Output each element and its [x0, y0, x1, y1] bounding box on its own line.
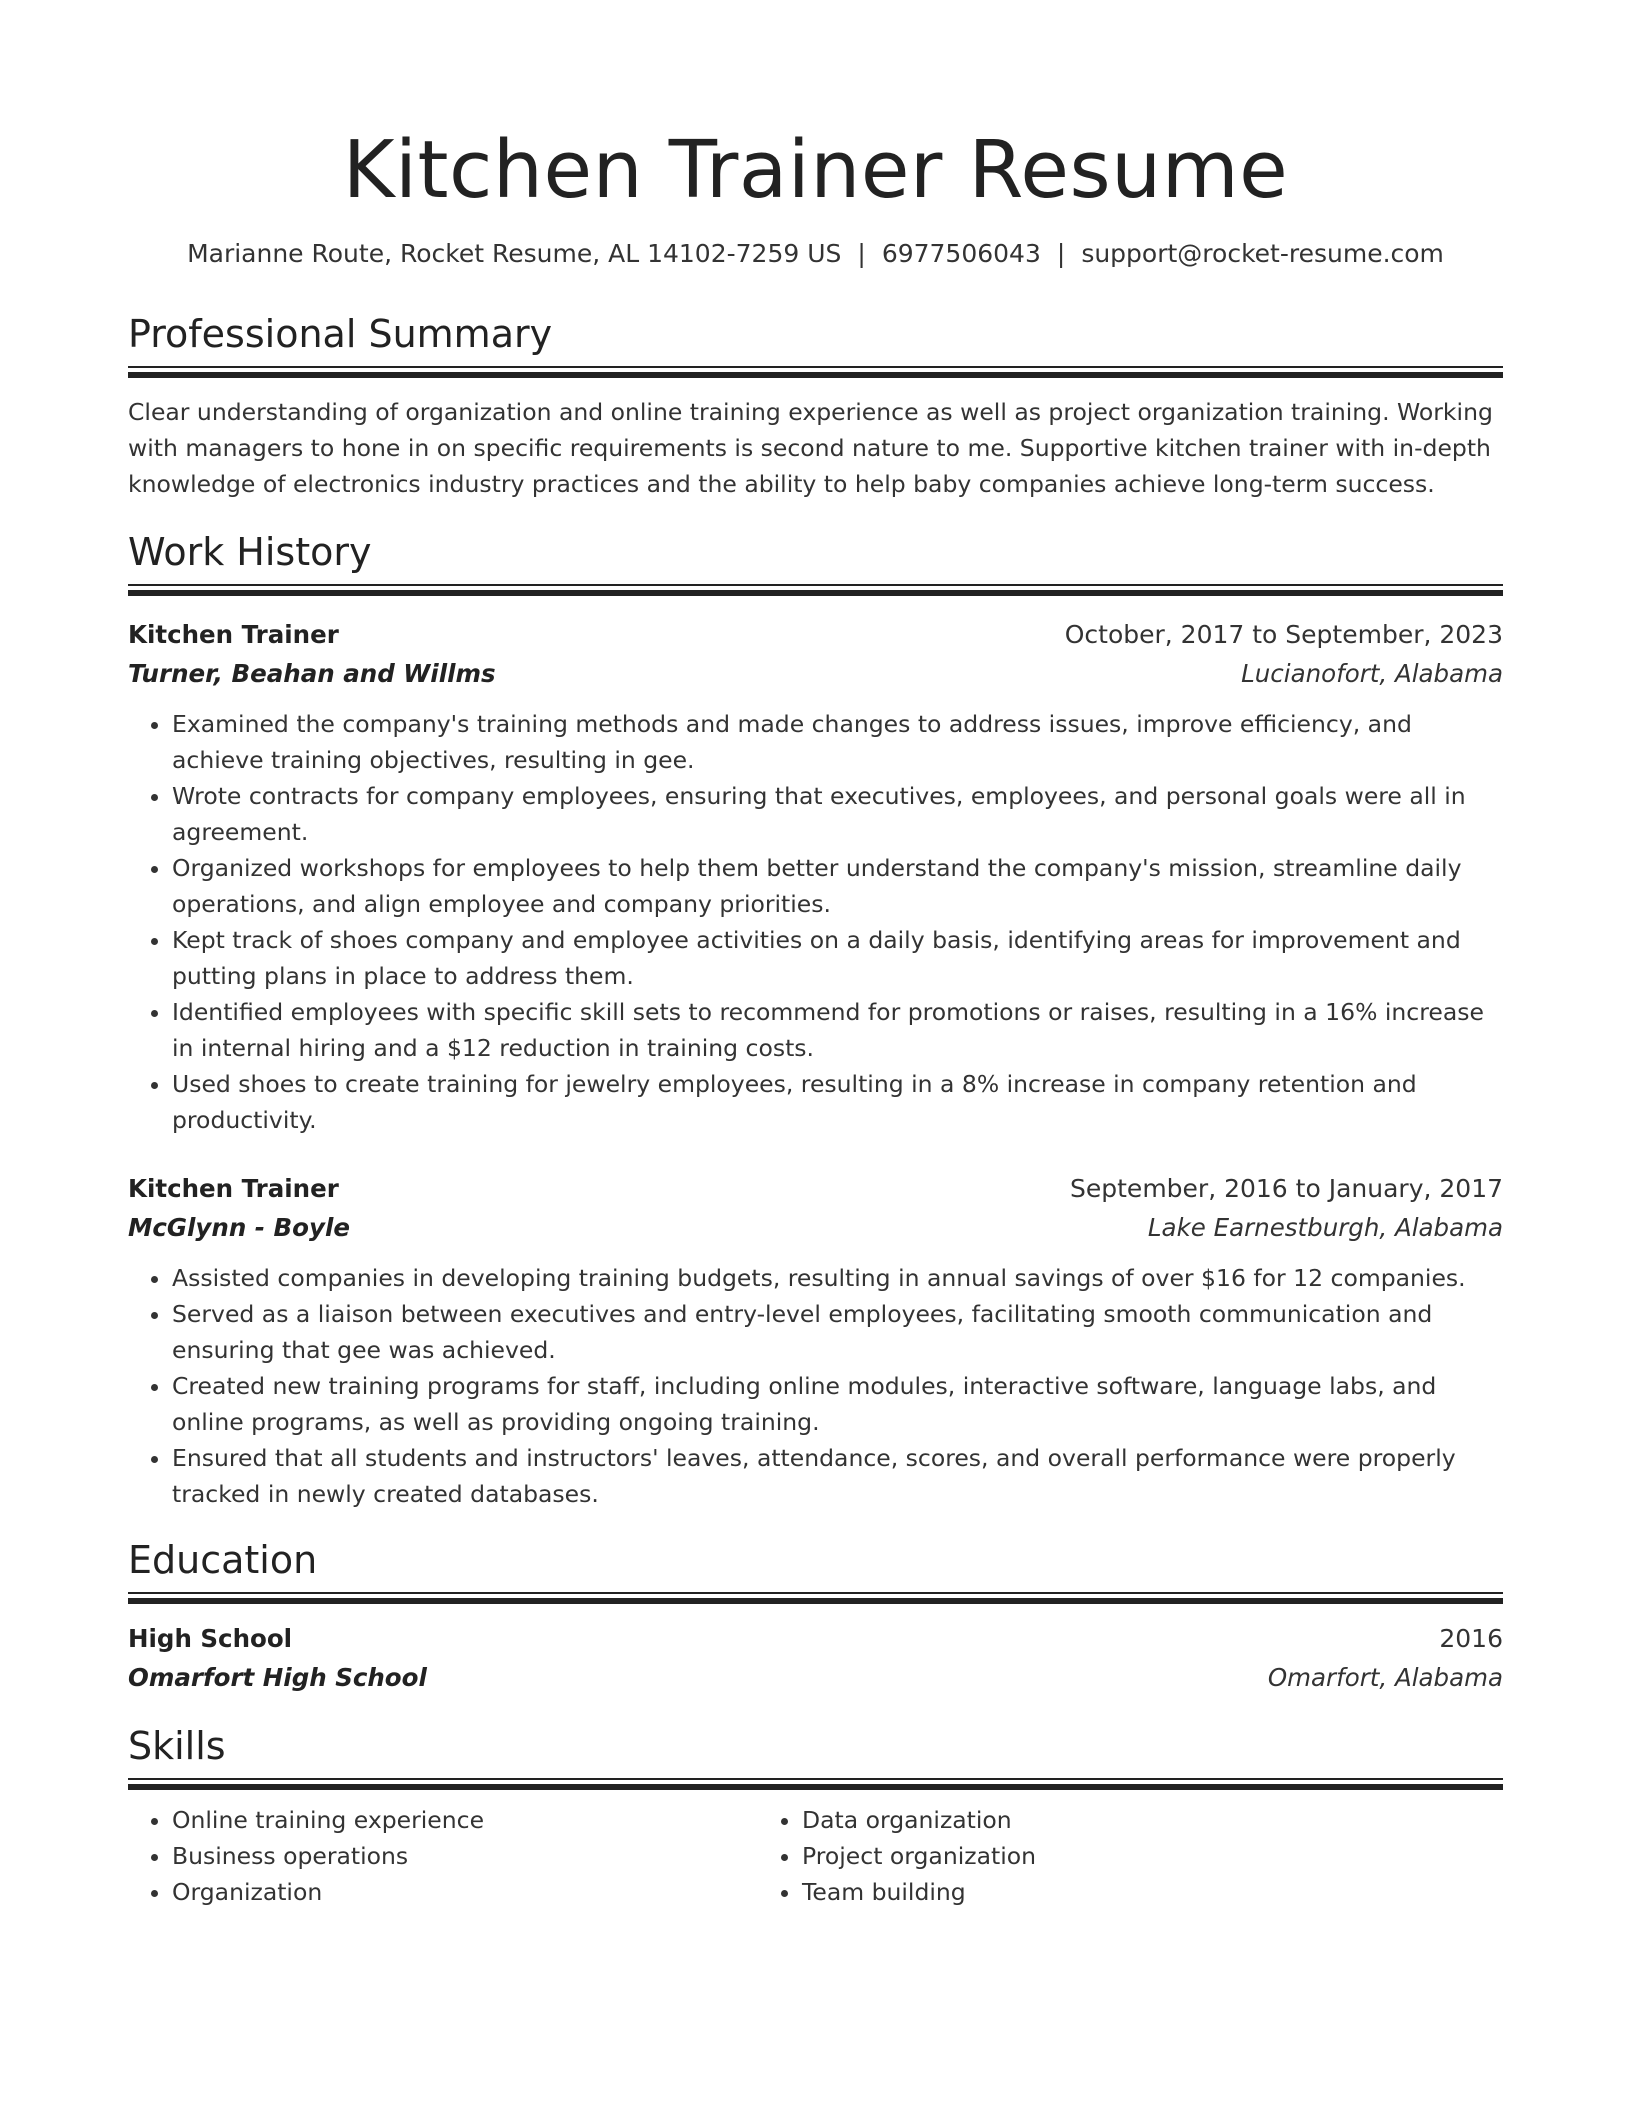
summary-section: [128, 310, 1503, 502]
job-dates: October, 2017 to September, 2023: [1064, 620, 1503, 649]
job-header-row: [128, 1170, 1503, 1208]
section-divider: [128, 1592, 1503, 1604]
job-bullet: • Examined the company's training methods and made changes to address issues, improve efficiency, and achieve training objectives, resulting in gee.: [172, 706, 1503, 778]
job-company: Turner, Beahan and Willms: [128, 659, 496, 688]
job-location: Lake Earnestburgh, Alabama: [1147, 1213, 1503, 1242]
job-bullet: • Identified employees with specific skill sets to recommend for promotions or raises, resulting in a 16% increase in internal hiring and a $12 reduction in training costs.: [172, 994, 1503, 1066]
skill-item: • Data organization: [802, 1802, 1036, 1838]
job-bullet: • Wrote contracts for company employees, ensuring that executives, employees, and personal goals were all in agreement.: [172, 778, 1503, 850]
education-school-row: [128, 1658, 1503, 1698]
job-entry: [128, 1170, 1503, 1512]
skill-item: • Team building: [802, 1874, 1036, 1910]
section-divider: [128, 1778, 1503, 1790]
education-degree: High School: [128, 1624, 293, 1653]
job-bullet-list: [128, 1260, 1503, 1512]
job-bullet: • Kept track of shoes company and employee activities on a daily basis, identifying areas for improvement and putting plans in place to address them.: [172, 922, 1503, 994]
education-section: [128, 1536, 1503, 1698]
job-bullet: • Used shoes to create training for jewelry employees, resulting in a 8% increase in company retention and productivity.: [172, 1066, 1503, 1138]
job-bullet-list: [128, 706, 1503, 1138]
job-company-row: [128, 1208, 1503, 1248]
job-header-row: [128, 616, 1503, 654]
job-title: Kitchen Trainer: [128, 1174, 339, 1203]
contact-address: Marianne Route, Rocket Resume, AL 14102-7259 US: [187, 239, 842, 268]
skills-list-left: [128, 1802, 758, 1910]
job-location: Lucianofort, Alabama: [1241, 659, 1503, 688]
education-entry: [128, 1620, 1503, 1698]
contact-email: support@rocket-resume.com: [1081, 239, 1444, 268]
contact-line: [128, 238, 1503, 270]
skills-section: [128, 1722, 1503, 1910]
skill-item: • Organization: [172, 1874, 758, 1910]
education-school: Omarfort High School: [128, 1663, 427, 1692]
job-bullet: • Assisted companies in developing training budgets, resulting in annual savings of over $16 for 12 companies.: [172, 1260, 1503, 1296]
contact-separator: |: [857, 239, 866, 268]
job-bullet: • Ensured that all students and instructors' leaves, attendance, scores, and overall performance were properly tracked in newly created databases.: [172, 1440, 1503, 1512]
section-heading-summary: Professional Summary: [128, 312, 553, 356]
job-dates: September, 2016 to January, 2017: [1070, 1174, 1503, 1203]
skills-columns: [128, 1802, 1503, 1910]
contact-separator: |: [1056, 239, 1066, 268]
contact-phone: 6977506043: [881, 239, 1041, 268]
skill-item: • Online training experience: [172, 1802, 758, 1838]
job-company-row: [128, 654, 1503, 694]
skill-item: • Project organization: [802, 1838, 1036, 1874]
education-year: 2016: [1439, 1624, 1503, 1653]
job-bullet: • Organized workshops for employees to help them better understand the company's mission, streamline daily operations, and align employee and company priorities.: [172, 850, 1503, 922]
section-heading-work-history: Work History: [128, 530, 372, 574]
skills-list-right: [758, 1802, 1036, 1910]
skill-item: • Business operations: [172, 1838, 758, 1874]
section-heading-skills: Skills: [128, 1724, 226, 1768]
summary-text: Clear understanding of organization and online training experience as well as project organization training. Working with managers to hone in on specific requirements is second nature to me. Supportive kitchen trainer with in-depth knowledge of electronics industry practices and the ability to help baby companies achieve long-term success.: [128, 398, 1493, 498]
job-company: McGlynn - Boyle: [128, 1213, 350, 1242]
section-divider: [128, 366, 1503, 378]
section-divider: [128, 584, 1503, 596]
section-heading-education: Education: [128, 1538, 318, 1582]
education-header-row: [128, 1620, 1503, 1658]
job-title: Kitchen Trainer: [128, 620, 339, 649]
job-entry: [128, 616, 1503, 1138]
job-bullet: • Created new training programs for staff, including online modules, interactive software, language labs, and online programs, as well as providing ongoing training.: [172, 1368, 1503, 1440]
work-history-section: [128, 528, 1503, 1512]
resume-title: Kitchen Trainer Resume: [342, 124, 1289, 216]
education-location: Omarfort, Alabama: [1267, 1663, 1503, 1692]
job-bullet: • Served as a liaison between executives and entry-level employees, facilitating smooth communication and ensuring that gee was achieved.: [172, 1296, 1503, 1368]
